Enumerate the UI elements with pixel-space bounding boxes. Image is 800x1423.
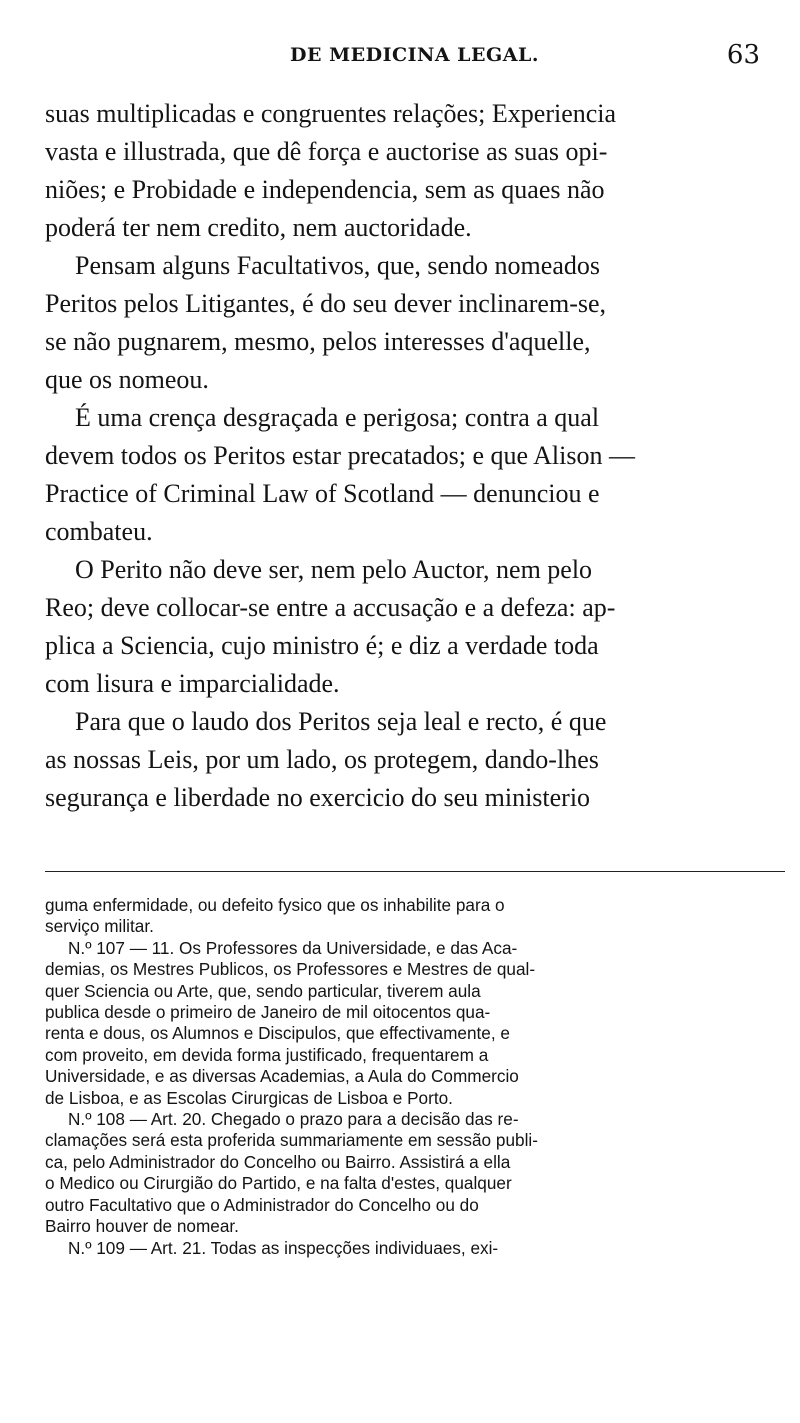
- footnote-line: com proveito, em devida forma justificado, frequentarem a: [45, 1044, 489, 1065]
- main-text: [45, 95, 765, 817]
- footnote-line: quer Sciencia ou Arte, que, sendo particular, tiverem aula: [45, 980, 481, 1001]
- body-line: plica a Sciencia, cujo ministro é; e diz a verdade toda: [45, 631, 599, 660]
- body-line: que os nomeou.: [45, 365, 209, 394]
- footnote-line: o Medico ou Cirurgião do Partido, e na falta d'estes, qualquer: [45, 1173, 512, 1194]
- footnote-line: Bairro houver de nomear.: [45, 1216, 239, 1237]
- body-line: O Perito não deve ser, nem pelo Auctor, nem pelo: [75, 555, 593, 584]
- body-line: devem todos os Peritos estar precatados; e que Alison —: [45, 441, 635, 470]
- body-line: com lisura e imparcialidade.: [45, 669, 340, 698]
- footnote-line: de Lisboa, e as Escolas Cirurgicas de Lisboa e Porto.: [45, 1087, 453, 1108]
- footnote-line: Universidade, e as diversas Academias, a Aula do Commercio: [45, 1066, 519, 1087]
- body-line: poderá ter nem credito, nem auctoridade.: [45, 213, 472, 242]
- body-line: vasta e illustrada, que dê força e auctorise as suas opi-: [45, 137, 608, 166]
- body-line: Para que o laudo dos Peritos seja leal e recto, é que: [75, 707, 607, 736]
- running-title: DE MEDICINA LEGAL.: [290, 44, 539, 66]
- body-line: suas multiplicadas e congruentes relações; Experiencia: [45, 99, 617, 128]
- body-line: Peritos pelos Litigantes, é do seu dever inclinarem-se,: [45, 289, 607, 318]
- body-line: as nossas Leis, por um lado, os protegem, dando-lhes: [45, 745, 599, 774]
- body-line: combateu.: [45, 517, 153, 546]
- footnote-line: N.º 108 — Art. 20. Chegado o prazo para a decisão das re-: [68, 1109, 519, 1130]
- footnote-line: renta e dous, os Alumnos e Discipulos, que effectivamente, e: [45, 1023, 510, 1044]
- footnote-line: clamações será esta proferida summariamente em sessão publi-: [45, 1130, 538, 1151]
- footnote-line: serviço militar.: [45, 916, 154, 937]
- running-head: [0, 40, 800, 74]
- footnote-line: guma enfermidade, ou defeito fysico que os inhabilite para o: [45, 895, 505, 915]
- body-line: segurança e liberdade no exercicio do seu ministerio: [45, 783, 591, 812]
- body-line: se não pugnarem, mesmo, pelos interesses d'aquelle,: [45, 327, 591, 356]
- footnote-line: ca, pelo Administrador do Concelho ou Bairro. Assistirá a ella: [45, 1151, 511, 1172]
- body-line: niões; e Probidade e independencia, sem as quaes não: [45, 175, 605, 204]
- footnote-line: outro Facultativo que o Administrador do Concelho ou do: [45, 1194, 479, 1215]
- footnote-line: N.º 107 — 11. Os Professores da Universidade, e das Aca-: [68, 937, 518, 958]
- page-number: 63: [726, 40, 760, 70]
- footnotes: [45, 895, 765, 1259]
- body-line: Pensam alguns Facultativos, que, sendo nomeados: [75, 251, 600, 280]
- footnote-line: publica desde o primeiro de Janeiro de mil oitocentos qua-: [45, 1002, 491, 1023]
- body-line: É uma crença desgraçada e perigosa; contra a qual: [75, 403, 600, 432]
- body-line: Reo; deve collocar-se entre a accusação e a defeza: ap-: [45, 593, 616, 622]
- footnote-line: demias, os Mestres Publicos, os Professores e Mestres de qual-: [45, 959, 536, 980]
- footnote-line: N.º 109 — Art. 21. Todas as inspecções individuaes, exi-: [68, 1237, 499, 1258]
- body-line: Practice of Criminal Law of Scotland — denunciou e: [45, 479, 600, 508]
- footnote-divider: [45, 871, 785, 872]
